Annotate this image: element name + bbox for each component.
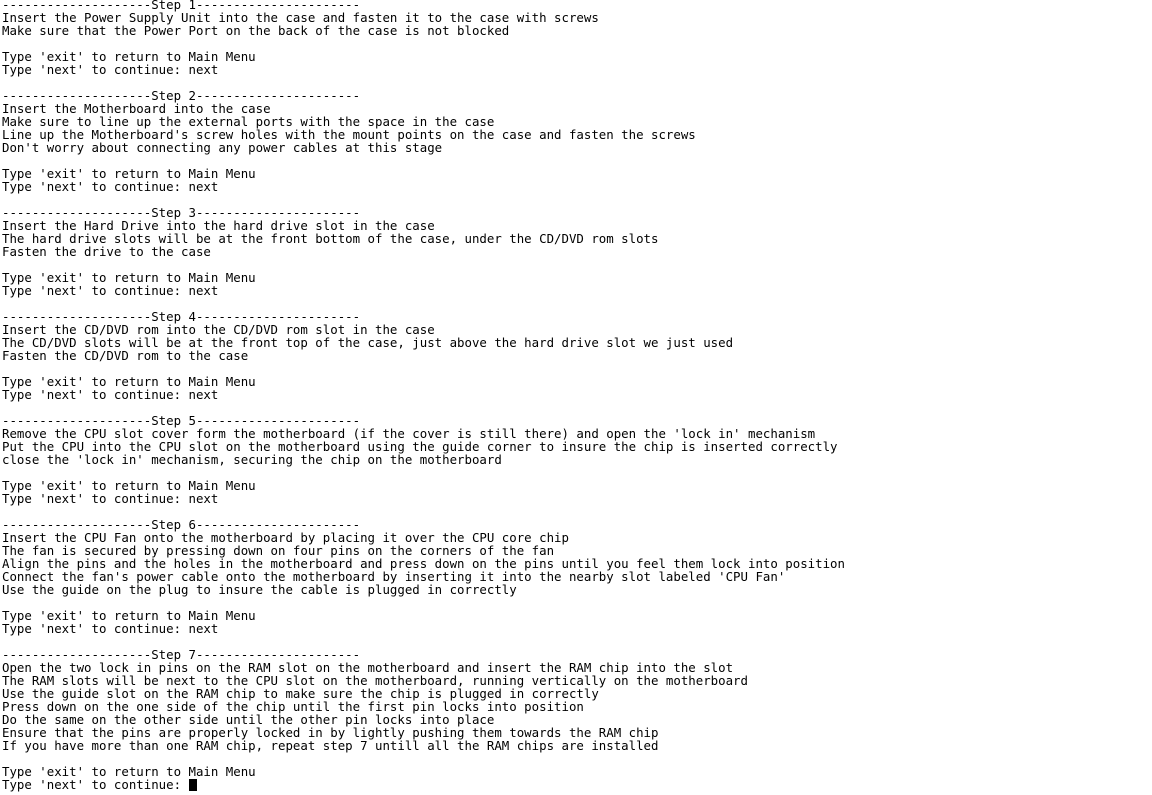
next-prompt: Type 'next' to continue: xyxy=(2,283,189,298)
instruction-line: Insert the Hard Drive into the hard drive slot in the case xyxy=(2,218,435,233)
next-prompt-line xyxy=(2,492,1150,505)
instruction-line: The hard drive slots will be at the front bottom of the case, under the CD/DVD rom slots xyxy=(2,231,659,246)
instruction-line: Don't worry about connecting any power cables at this stage xyxy=(2,140,443,155)
instruction-line: Ensure that the pins are properly locked in by lightly pushing them towards the RAM chip xyxy=(2,725,659,740)
instruction-line: Make sure that the Power Port on the back of the case is not blocked xyxy=(2,23,510,38)
next-prompt-line xyxy=(2,63,1150,76)
next-prompt: Type 'next' to continue: xyxy=(2,491,189,506)
exit-prompt: Type 'exit' to return to Main Menu xyxy=(2,270,256,285)
step-block-5 xyxy=(2,414,1150,518)
instruction-line: The RAM slots will be next to the CPU slot on the motherboard, running vertically on the motherboard xyxy=(2,673,748,688)
instruction-line: Remove the CPU slot cover form the motherboard (if the cover is still there) and open the 'lock in' mechanism xyxy=(2,426,816,441)
next-prompt-line xyxy=(2,622,1150,635)
step-block-1 xyxy=(2,0,1150,89)
command-input: next xyxy=(188,621,219,636)
step-block-4 xyxy=(2,310,1150,414)
instruction-line: Line up the Motherboard's screw holes with the mount points on the case and fasten the screws xyxy=(2,127,696,142)
step-header: --------------------Step 2---------------------- xyxy=(2,88,361,103)
instruction-line: Use the guide slot on the RAM chip to make sure the chip is plugged in correctly xyxy=(2,686,599,701)
exit-prompt: Type 'exit' to return to Main Menu xyxy=(2,478,256,493)
instruction-line: Put the CPU into the CPU slot on the motherboard using the guide corner to insure the chip is inserted correctly xyxy=(2,439,838,454)
command-input: next xyxy=(188,179,219,194)
step-block-3 xyxy=(2,206,1150,310)
instruction-line: Insert the Motherboard into the case xyxy=(2,101,271,116)
step-header: --------------------Step 1---------------------- xyxy=(2,0,361,12)
step-header: --------------------Step 6---------------------- xyxy=(2,517,361,532)
next-prompt: Type 'next' to continue: xyxy=(2,777,189,792)
next-prompt: Type 'next' to continue: xyxy=(2,179,189,194)
instruction-line: The CD/DVD slots will be at the front top of the case, just above the hard drive slot we just used xyxy=(2,335,734,350)
step-header: --------------------Step 3---------------------- xyxy=(2,205,361,220)
step-header: --------------------Step 7---------------------- xyxy=(2,647,361,662)
instruction-line: Fasten the drive to the case xyxy=(2,244,211,259)
instruction-line: Use the guide on the plug to insure the cable is plugged in correctly xyxy=(2,582,517,597)
exit-prompt: Type 'exit' to return to Main Menu xyxy=(2,166,256,181)
instruction-line: Insert the CPU Fan onto the motherboard by placing it over the CPU core chip xyxy=(2,530,569,545)
command-input: next xyxy=(188,62,219,77)
command-input: next xyxy=(188,283,219,298)
next-prompt-line xyxy=(2,388,1150,401)
text-cursor[interactable] xyxy=(189,779,197,791)
instruction-line: Align the pins and the holes in the motherboard and press down on the pins until you feel them lock into position xyxy=(2,556,845,571)
instruction-line: Connect the fan's power cable onto the motherboard by inserting it into the nearby slot labeled 'CPU Fan' xyxy=(2,569,786,584)
command-input: next xyxy=(188,387,219,402)
step-block-7 xyxy=(2,648,1150,791)
next-prompt-line xyxy=(2,778,1150,791)
next-prompt: Type 'next' to continue: xyxy=(2,62,189,77)
instruction-line: Make sure to line up the external ports with the space in the case xyxy=(2,114,495,129)
next-prompt: Type 'next' to continue: xyxy=(2,621,189,636)
instruction-line: close the 'lock in' mechanism, securing the chip on the motherboard xyxy=(2,452,502,467)
terminal-window[interactable] xyxy=(2,0,1150,795)
instruction-line: Fasten the CD/DVD rom to the case xyxy=(2,348,249,363)
next-prompt-line xyxy=(2,180,1150,193)
instruction-line: Insert the CD/DVD rom into the CD/DVD rom slot in the case xyxy=(2,322,435,337)
command-input: next xyxy=(188,491,219,506)
next-prompt: Type 'next' to continue: xyxy=(2,387,189,402)
exit-prompt: Type 'exit' to return to Main Menu xyxy=(2,49,256,64)
step-block-2 xyxy=(2,89,1150,206)
exit-prompt: Type 'exit' to return to Main Menu xyxy=(2,764,256,779)
step-block-6 xyxy=(2,518,1150,648)
instruction-line: If you have more than one RAM chip, repeat step 7 untill all the RAM chips are installed xyxy=(2,738,659,753)
step-header: --------------------Step 4---------------------- xyxy=(2,309,361,324)
exit-prompt: Type 'exit' to return to Main Menu xyxy=(2,608,256,623)
exit-prompt: Type 'exit' to return to Main Menu xyxy=(2,374,256,389)
instruction-line: Press down on the one side of the chip until the first pin locks into position xyxy=(2,699,584,714)
step-header: --------------------Step 5---------------------- xyxy=(2,413,361,428)
instruction-line: The fan is secured by pressing down on four pins on the corners of the fan xyxy=(2,543,555,558)
instruction-line: Open the two lock in pins on the RAM slot on the motherboard and insert the RAM chip into the slot xyxy=(2,660,734,675)
instruction-line: Do the same on the other side until the other pin locks into place xyxy=(2,712,495,727)
instruction-line: Insert the Power Supply Unit into the case and fasten it to the case with screws xyxy=(2,10,599,25)
next-prompt-line xyxy=(2,284,1150,297)
